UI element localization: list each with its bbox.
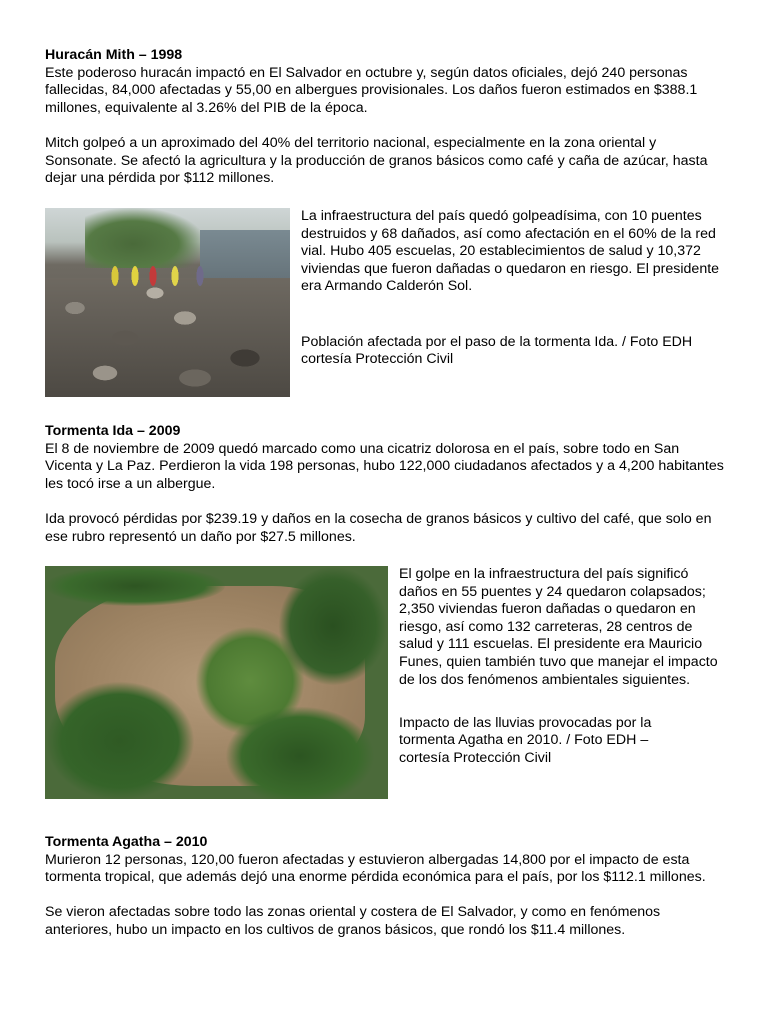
photo-caption: Población afectada por el paso de la tormenta Ida. / Foto EDH cortesía Protección Civil [301,333,693,368]
paragraph: La infraestructura del país quedó golpeadísima, con 10 puentes destruidos y 68 dañados, así como afectación en el 60% de la red vial. Hubo 405 escuelas, 20 establecimientos de salud y 10,372 viviendas que fueron dañadas o quedaron en riesgo. El presidente era Armando Calderón Sol. [301,208,720,295]
photo-caption: Impacto de las lluvias provocadas por la tormenta Agatha en 2010. / Foto EDH – cortesía Protección Civil [399,714,652,766]
paragraph: Este poderoso huracán impactó en El Salvador en octubre y, según datos oficiales, dejó 240 personas fallecidas, 84,000 afectadas y 55,00 en albergues provisionales. Los daños fueron estimados en $388.1 millones, equivalente al 3.26% del PIB de la época. [45,64,698,116]
paragraph: Se vieron afectadas sobre todo las zonas oriental y costera de El Salvador, y como en fenómenos anteriores, hubo un impacto en los cultivos de granos básicos, que rondó los $11.4 millones. [45,904,661,938]
paragraph: El 8 de noviembre de 2009 quedó marcado como una cicatriz dolorosa en el país, sobre todo en San Vicenta y La Paz. Perdieron la vida 198 personas, hubo 122,000 ciudadanos afectados y a 4,200 habitantes les tocó irse a un albergue. [45,440,724,492]
section-heading: Tormenta Ida – 2009 [45,423,181,439]
photo-rocky-street [45,208,290,397]
paragraph: Ida provocó pérdidas por $239.19 y daños en la cosecha de granos básicos y cultivo del café, que solo en ese rubro representó un daño por $27.5 millones. [45,510,712,545]
section-agatha [45,834,725,940]
photo-flooded-aerial [45,566,388,799]
section-mitch [45,47,725,188]
side-text-mitch [301,208,726,369]
side-text-ida [399,566,724,768]
paragraph: Mitch golpeó a un aproximado del 40% del territorio nacional, especialmente en la zona oriental y Sonsonate. Se afectó la agricultura y la producción de granos básicos como café y caña de azúcar, hasta dejar una pérdida por $112 millones. [45,134,708,187]
paragraph: Murieron 12 personas, 120,00 fueron afectadas y estuvieron albergadas 14,800 por el impacto de esta tormenta tropical, que además dejó una enorme pérdida económica para el país, por los $112.1 millones. [45,851,706,886]
section-heading: Tormenta Agatha – 2010 [45,834,208,850]
section-heading: Huracán Mith – 1998 [45,47,183,63]
section-ida [45,423,725,546]
paragraph: El golpe en la infraestructura del país significó daños en 55 puentes y 24 quedaron colapsados; 2,350 viviendas fueron dañadas o quedaron en riesgo, así como 132 carreteras, 28 centros de salud y 111 escuelas. El presidente era Mauricio Funes, quien también tuvo que manejar el impacto de los dos fenómenos ambientales siguientes. [399,566,718,688]
